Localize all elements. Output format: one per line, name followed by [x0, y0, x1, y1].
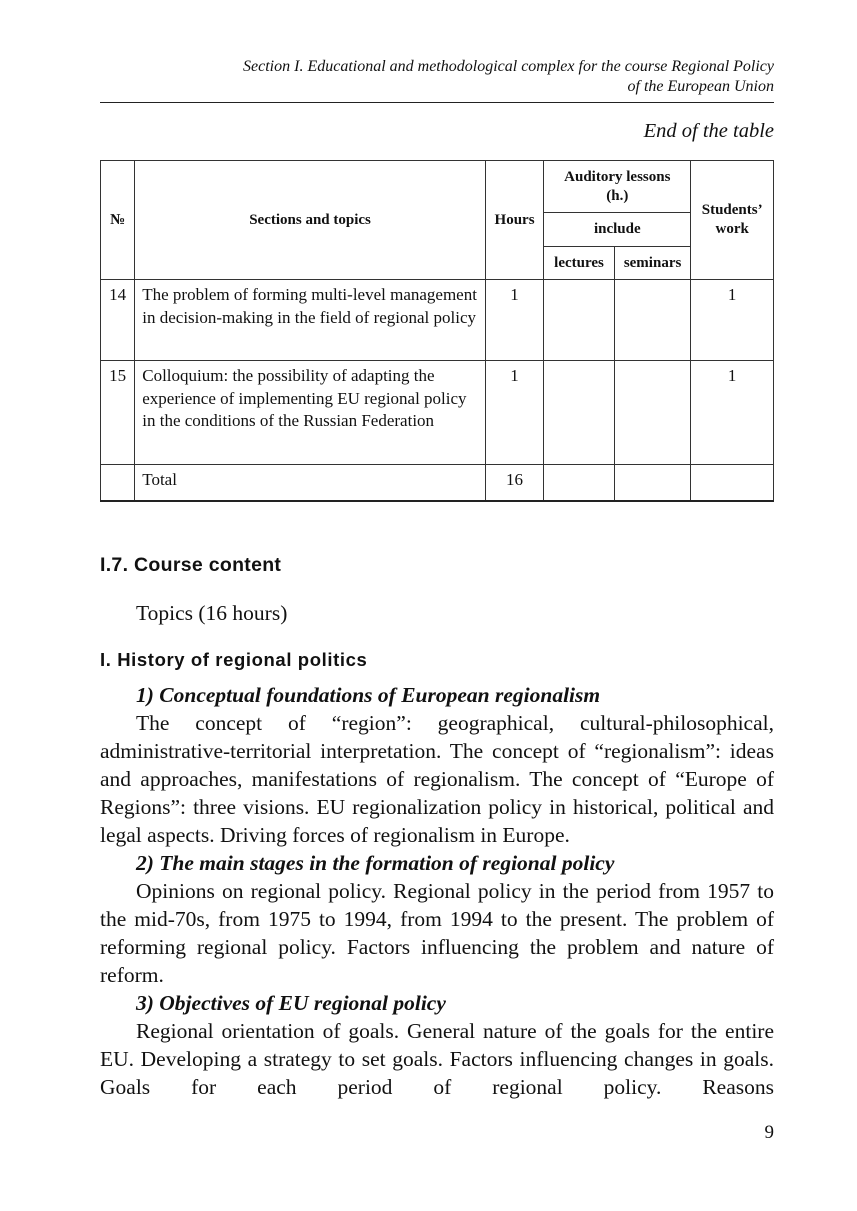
table-row	[101, 361, 774, 465]
row-number	[101, 465, 135, 501]
item-text: Opinions on regional policy. Regional policy in the period from 1957 to the mid-70s, from 1975 to 1994, from 1994 to the present. The problem of reforming regional policy. Factors influencing the problem and nature of reform.	[100, 879, 774, 987]
row-topic: The problem of forming multi-level management in decision-making in the field of regional policy	[135, 280, 486, 361]
header-seminars: seminars	[614, 247, 691, 280]
row-hours-total: 16	[485, 465, 543, 501]
table-caption: End of the table	[643, 120, 774, 142]
header-sections: Sections and topics	[135, 161, 486, 280]
header-rule	[100, 102, 774, 103]
item-title: 3) Objectives of EU regional policy	[136, 991, 446, 1015]
section-heading: I.7. Course content	[100, 554, 282, 576]
row-lectures	[544, 465, 615, 501]
table-row	[101, 280, 774, 361]
row-seminars	[614, 280, 691, 361]
topics-line: Topics (16 hours)	[136, 601, 288, 625]
running-header	[100, 57, 774, 97]
page-number: 9	[764, 1122, 774, 1143]
header-auditory-lessons: Auditory lessons (h.)	[544, 161, 691, 213]
row-number: 14	[101, 280, 135, 361]
header-students-work: Students’ work	[691, 161, 774, 280]
row-topic: Colloquium: the possibility of adapting the experience of implementing EU regional policy in the conditions of the Russian Federation	[135, 361, 486, 465]
row-seminars	[614, 361, 691, 465]
header-lectures: lectures	[544, 247, 615, 280]
row-number: 15	[101, 361, 135, 465]
item-text: The concept of “region”: geographical, cultural-philosophical, administrative-territorial interpretation. The concept of “regionalism”: ideas and approaches, manifestations of regionalism. The concept of “Europe of Regions”: three visions. EU regionalization policy in historical, political and legal aspects. Driving forces of regionalism in Europe.	[100, 711, 774, 847]
row-students-work: 1	[691, 361, 774, 465]
course-table	[100, 160, 774, 502]
part-heading: I. History of regional politics	[100, 649, 368, 670]
item-title: 2) The main stages in the formation of regional policy	[136, 851, 615, 875]
header-number: №	[101, 161, 135, 280]
course-content-body	[100, 681, 774, 1101]
row-topic-total: Total	[135, 465, 486, 501]
row-students-work: 1	[691, 280, 774, 361]
header-include: include	[544, 213, 691, 247]
row-hours: 1	[485, 280, 543, 361]
row-seminars	[614, 465, 691, 501]
running-header-line-1: Section I. Educational and methodological complex for the course Regional Policy	[243, 58, 774, 75]
row-students-work	[691, 465, 774, 501]
item-title: 1) Conceptual foundations of European regionalism	[136, 683, 601, 707]
running-header-line-2: of the European Union	[627, 78, 774, 95]
item-text: Regional orientation of goals. General nature of the goals for the entire EU. Developing a strategy to set goals. Factors influencing changes in goals. Goals for each period of regional policy. Reasons	[100, 1019, 774, 1099]
row-lectures	[544, 361, 615, 465]
table-row-total	[101, 465, 774, 501]
header-hours: Hours	[485, 161, 543, 280]
row-lectures	[544, 280, 615, 361]
row-hours: 1	[485, 361, 543, 465]
